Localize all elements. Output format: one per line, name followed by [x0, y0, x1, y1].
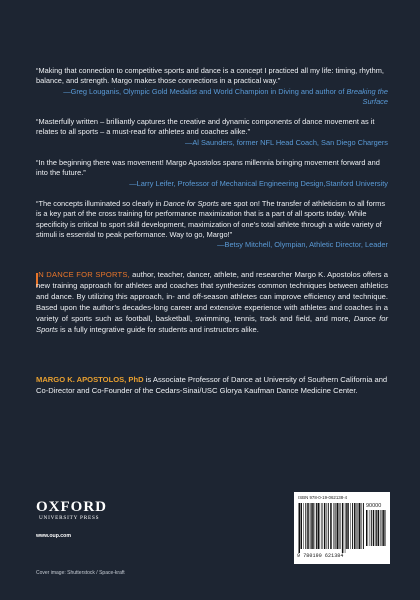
book-title: Breaking the Surface [346, 86, 388, 106]
quote-book-title: Dance for Sports [163, 198, 219, 208]
quote-text: “In the beginning there was movement! Margo Apostolos spans millennia bringing movement forward and into the future.” [36, 158, 380, 178]
barcode-digits: 9 780190 621384 [297, 553, 344, 559]
quote-text-start: “The concepts illuminated so clearly in [36, 198, 164, 208]
endorsement-quotes [36, 66, 388, 260]
author-bio [36, 375, 388, 396]
publisher-logo [36, 500, 107, 522]
bio-body: is Associate Professor of Dance at University of Southern California and Co-Director and Co-Founder of the Cedars-Sinai/USC Glorya Kaufman Dance Medicine Center. [36, 375, 388, 395]
quote-attribution [36, 87, 388, 108]
quote-saunders [36, 117, 388, 148]
quote-attribution: —Larry Leifer, Professor of Mechanical Engineering Design,Stanford University [129, 178, 388, 188]
quote-text: “Making that connection to competitive sports and dance is a concept I practiced all my life: timing, rhythm, balance, and strength. Margo makes those connections in a practical way.” [36, 66, 384, 86]
barcode-addon-image [366, 510, 386, 550]
publisher-url: www.oup.com [36, 533, 71, 539]
bio-text [36, 375, 388, 396]
attribution-text: —Greg Louganis, Olympic Gold Medalist and World Champion in Diving and author of [63, 86, 347, 96]
description-lead: N DANCE FOR SPORTS, [38, 270, 130, 279]
publisher-wordmark: OXFORD [36, 499, 107, 515]
quote-text: “Masterfully written – brilliantly captures the creative and dynamic components of dance movement as it relates to all sports – a must-read for athletes and coaches alike.” [36, 117, 375, 137]
isbn-label: ISBN 978-0-19-062138-4 [298, 495, 348, 500]
quote-attribution: —Al Saunders, former NFL Head Coach, San Diego Chargers [184, 137, 388, 147]
publisher-subtitle: UNIVERSITY PRESS [39, 515, 100, 521]
quote-leifer [36, 158, 388, 189]
image-credit: Cover image: Shutterstock / Space-kraft [36, 570, 125, 576]
book-description [36, 270, 388, 335]
author-name: MARGO K. APOSTOLOS, PhD [36, 375, 144, 384]
price-code: 90000 [366, 503, 382, 509]
barcode-panel [294, 492, 390, 564]
quote-louganis [36, 66, 388, 107]
description-body: author, teacher, dancer, athlete, and researcher Margo K. Apostolos offers a new training approach for athletes and coaches that synthesizes common techniques between athletics and dance. By utilizing this approach, in- and off-season athletes can improve efficiency and technique. Based upon the author’s decades-long career and extensive experience with athletes and coaches in a variety of sports such as football, basketball, swimming, tennis, track and field, and more, [36, 270, 388, 323]
quote-mitchell [36, 199, 388, 250]
barcode-image [298, 503, 364, 553]
quote-attribution: —Betsy Mitchell, Olympian, Athletic Director, Leader [217, 240, 388, 250]
quote-text [36, 199, 388, 240]
description-text [36, 270, 388, 335]
description-body-end: is a fully integrative guide for students and instructors alike. [57, 324, 259, 334]
quote-text-end: are spot on! The transfer of athleticism to all forms is a key part of the cross training for performance maximization that is a part of all sports today. While specificity is critical to sport skill development, maximization of one’s total athlete through a wide variety of stimuli is essential to peak performance. Way to go, Margo!” [36, 198, 386, 239]
description-book-title: Dance for Sports [36, 313, 388, 334]
